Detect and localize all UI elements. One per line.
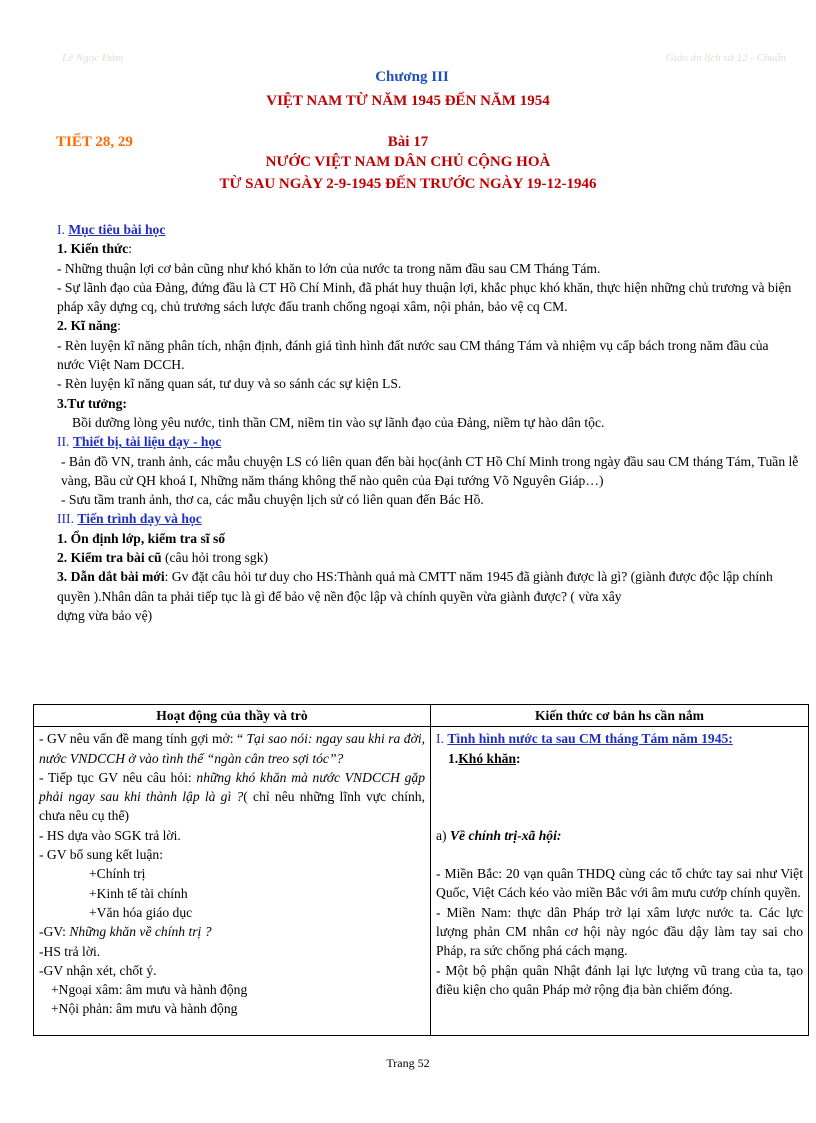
kinang-heading: 2. Kĩ năng:	[57, 318, 121, 334]
activity-line: +Nội phản: âm mưu và hành động	[51, 1001, 238, 1017]
kienthuc-item-1: - Những thuận lợi cơ bản cũng như khó khăn to lớn của nước ta trong năm đầu sau CM Tháng Tám.	[57, 260, 601, 276]
kienthuc-heading: 1. Kiến thức:	[57, 241, 132, 257]
lesson-number: Bài 17	[387, 134, 429, 150]
lesson-activity-table	[33, 704, 809, 1036]
chapter-title: VIỆT NAM TỪ NĂM 1945 ĐẾN NĂM 1954	[266, 93, 550, 109]
lesson-content	[57, 220, 799, 625]
kinang-item-1: - Rèn luyện kĩ năng phân tích, nhận định, đánh giá tình hình đất nước sau CM tháng Tám và nhiệm vụ cấp bách trong năm đầu của nước Việt Nam DCCH.	[57, 337, 769, 373]
knowledge-item: - Một bộ phận quân Nhật đánh lại lực lượng vũ trang của ta, tạo điều kiện cho quân Pháp mở rộng địa bàn chiếm đóng.	[436, 962, 803, 997]
period-number: TIẾT 28, 29	[56, 134, 133, 150]
section1-title: Mục tiêu bài học	[68, 222, 166, 237]
kinang-item-2: - Rèn luyện kĩ năng quan sát, tư duy và so sánh các sự kiện LS.	[57, 376, 402, 392]
activity-line: +Văn hóa giáo dục	[89, 904, 193, 920]
knowledge-heading-1: I. Tình hình nước ta sau CM tháng Tám năm 1945:	[436, 731, 733, 747]
activity-line: - GV bổ sung kết luận:	[39, 847, 163, 863]
knowledge-heading-2: 1.Khó khăn:	[448, 750, 521, 766]
table-header-activities: Hoạt động của thầy và trò	[34, 705, 431, 727]
chapter-label: Chương III	[375, 69, 449, 85]
activities-cell	[34, 727, 431, 1036]
kienthuc-item-2: - Sự lãnh đạo của Đảng, đứng đầu là CT Hồ Chí Minh, đã phát huy thuận lợi, khắc phục khó khăn, thực hiện những chủ trương và biện pháp xây dựng cq, chủ trương sách lược đấu tranh chống ngoại xâm, nội phản, bảo vệ cq CM.	[57, 279, 792, 315]
activity-line: - HS dựa vào SGK trả lời.	[39, 827, 181, 843]
knowledge-subheading: a) Về chính trị-xã hội:	[436, 827, 562, 843]
section2-heading: II. Thiết bị, tài liệu dạy - học	[57, 434, 222, 450]
activity-question-1: - GV nêu vấn đề mang tính gợi mở: “ Tại sao nói: ngay sau khi ra đời, nước VNDCCH ở vào tình thế “ngàn cân treo sợi tóc”?	[39, 731, 426, 766]
section2-item-1: - Bản đồ VN, tranh ảnh, các mẫu chuyện LS có liên quan đến bài học(ảnh CT Hồ Chí Minh trong ngày đầu sau CM tháng Tám, Tuần lễ vàng, Bầu cử QH khoá I, Những năm tháng không thể nào quên của Đại tướng Võ Nguyên Giáp…)	[61, 453, 799, 488]
step2: 2. Kiểm tra bài cũ (câu hỏi trong sgk)	[57, 550, 269, 566]
step1: 1. Ổn định lớp, kiểm tra sĩ số	[57, 530, 226, 546]
table-header-knowledge: Kiến thức cơ bản hs cần nắm	[431, 705, 809, 727]
knowledge-cell	[431, 727, 809, 1036]
section1-heading: I. Mục tiêu bài học	[57, 222, 166, 237]
lesson-title-line2: TỪ SAU NGÀY 2-9-1945 ĐẾN TRƯỚC NGÀY 19-12-1946	[219, 176, 597, 192]
step3: 3. Dẫn dắt bài mới: Gv đặt câu hỏi tư duy cho HS:Thành quả mà CMTT năm 1945 đã giành được là gì? (giành được độc lập chính quyền ).Nhân dân ta phải tiếp tục là gì để bảo vệ nền độc lập và chính quyền vừa giành được? ( vừa xây	[57, 569, 773, 604]
step3-continuation: dựng vừa bảo vệ)	[57, 607, 153, 623]
section2-item-2: - Sưu tầm tranh ảnh, thơ ca, các mẫu chuyện lịch sử có liên quan đến Bác Hồ.	[61, 492, 484, 508]
activity-line: -GV nhận xét, chốt ý.	[39, 962, 157, 978]
lesson-title-line1: NƯỚC VIỆT NAM DÂN CHỦ CỘNG HOÀ	[265, 154, 551, 170]
activity-line: -GV: Những khăn về chính trị ?	[39, 924, 212, 940]
section3-title: Tiến trình dạy và học	[77, 511, 202, 527]
activity-line: +Chính trị	[89, 866, 146, 882]
activity-question-2: - Tiếp tục GV nêu câu hỏi: những khó khăn mà nước VNDCCH gặp phải ngay sau khi thành lập là gì ?( chỉ nêu những lĩnh vực chính, chưa nêu cụ thể)	[39, 769, 426, 824]
tutuong-item-1: Bồi dưỡng lòng yêu nước, tinh thần CM, niềm tin vào sự lãnh đạo của Đảng, niềm tự hào dân tộc.	[72, 414, 605, 430]
header-subject: Giáo án lịch sử 12 - Chuẩn	[665, 52, 786, 64]
knowledge-item: - Miền Bắc: 20 vạn quân THDQ cùng các tổ chức tay sai như Việt Quốc, Việt Cách kéo vào miền Bắc với âm mưu cướp chính quyền.	[436, 866, 803, 901]
activity-line: +Kinh tế tài chính	[89, 885, 188, 901]
tutuong-heading: 3.Tư tưởng:	[57, 395, 127, 411]
activity-line: +Ngoại xâm: âm mưu và hành động	[51, 982, 248, 998]
header-author: Lê Ngọc Đàm	[62, 52, 124, 64]
activity-line: -HS trả lời.	[39, 943, 101, 959]
section2-title: Thiết bị, tài liệu dạy - học	[72, 434, 222, 450]
page-number: Trang 52	[386, 1056, 430, 1070]
section3-heading: III. Tiến trình dạy và học	[57, 511, 202, 527]
knowledge-item: - Miền Nam: thực dân Pháp trở lại xâm lược nước ta. Các lực lượng phản CM nhân cơ hội này ngóc đầu dậy làm tay sai cho Pháp, ra sức chống phá cách mạng.	[436, 904, 803, 959]
